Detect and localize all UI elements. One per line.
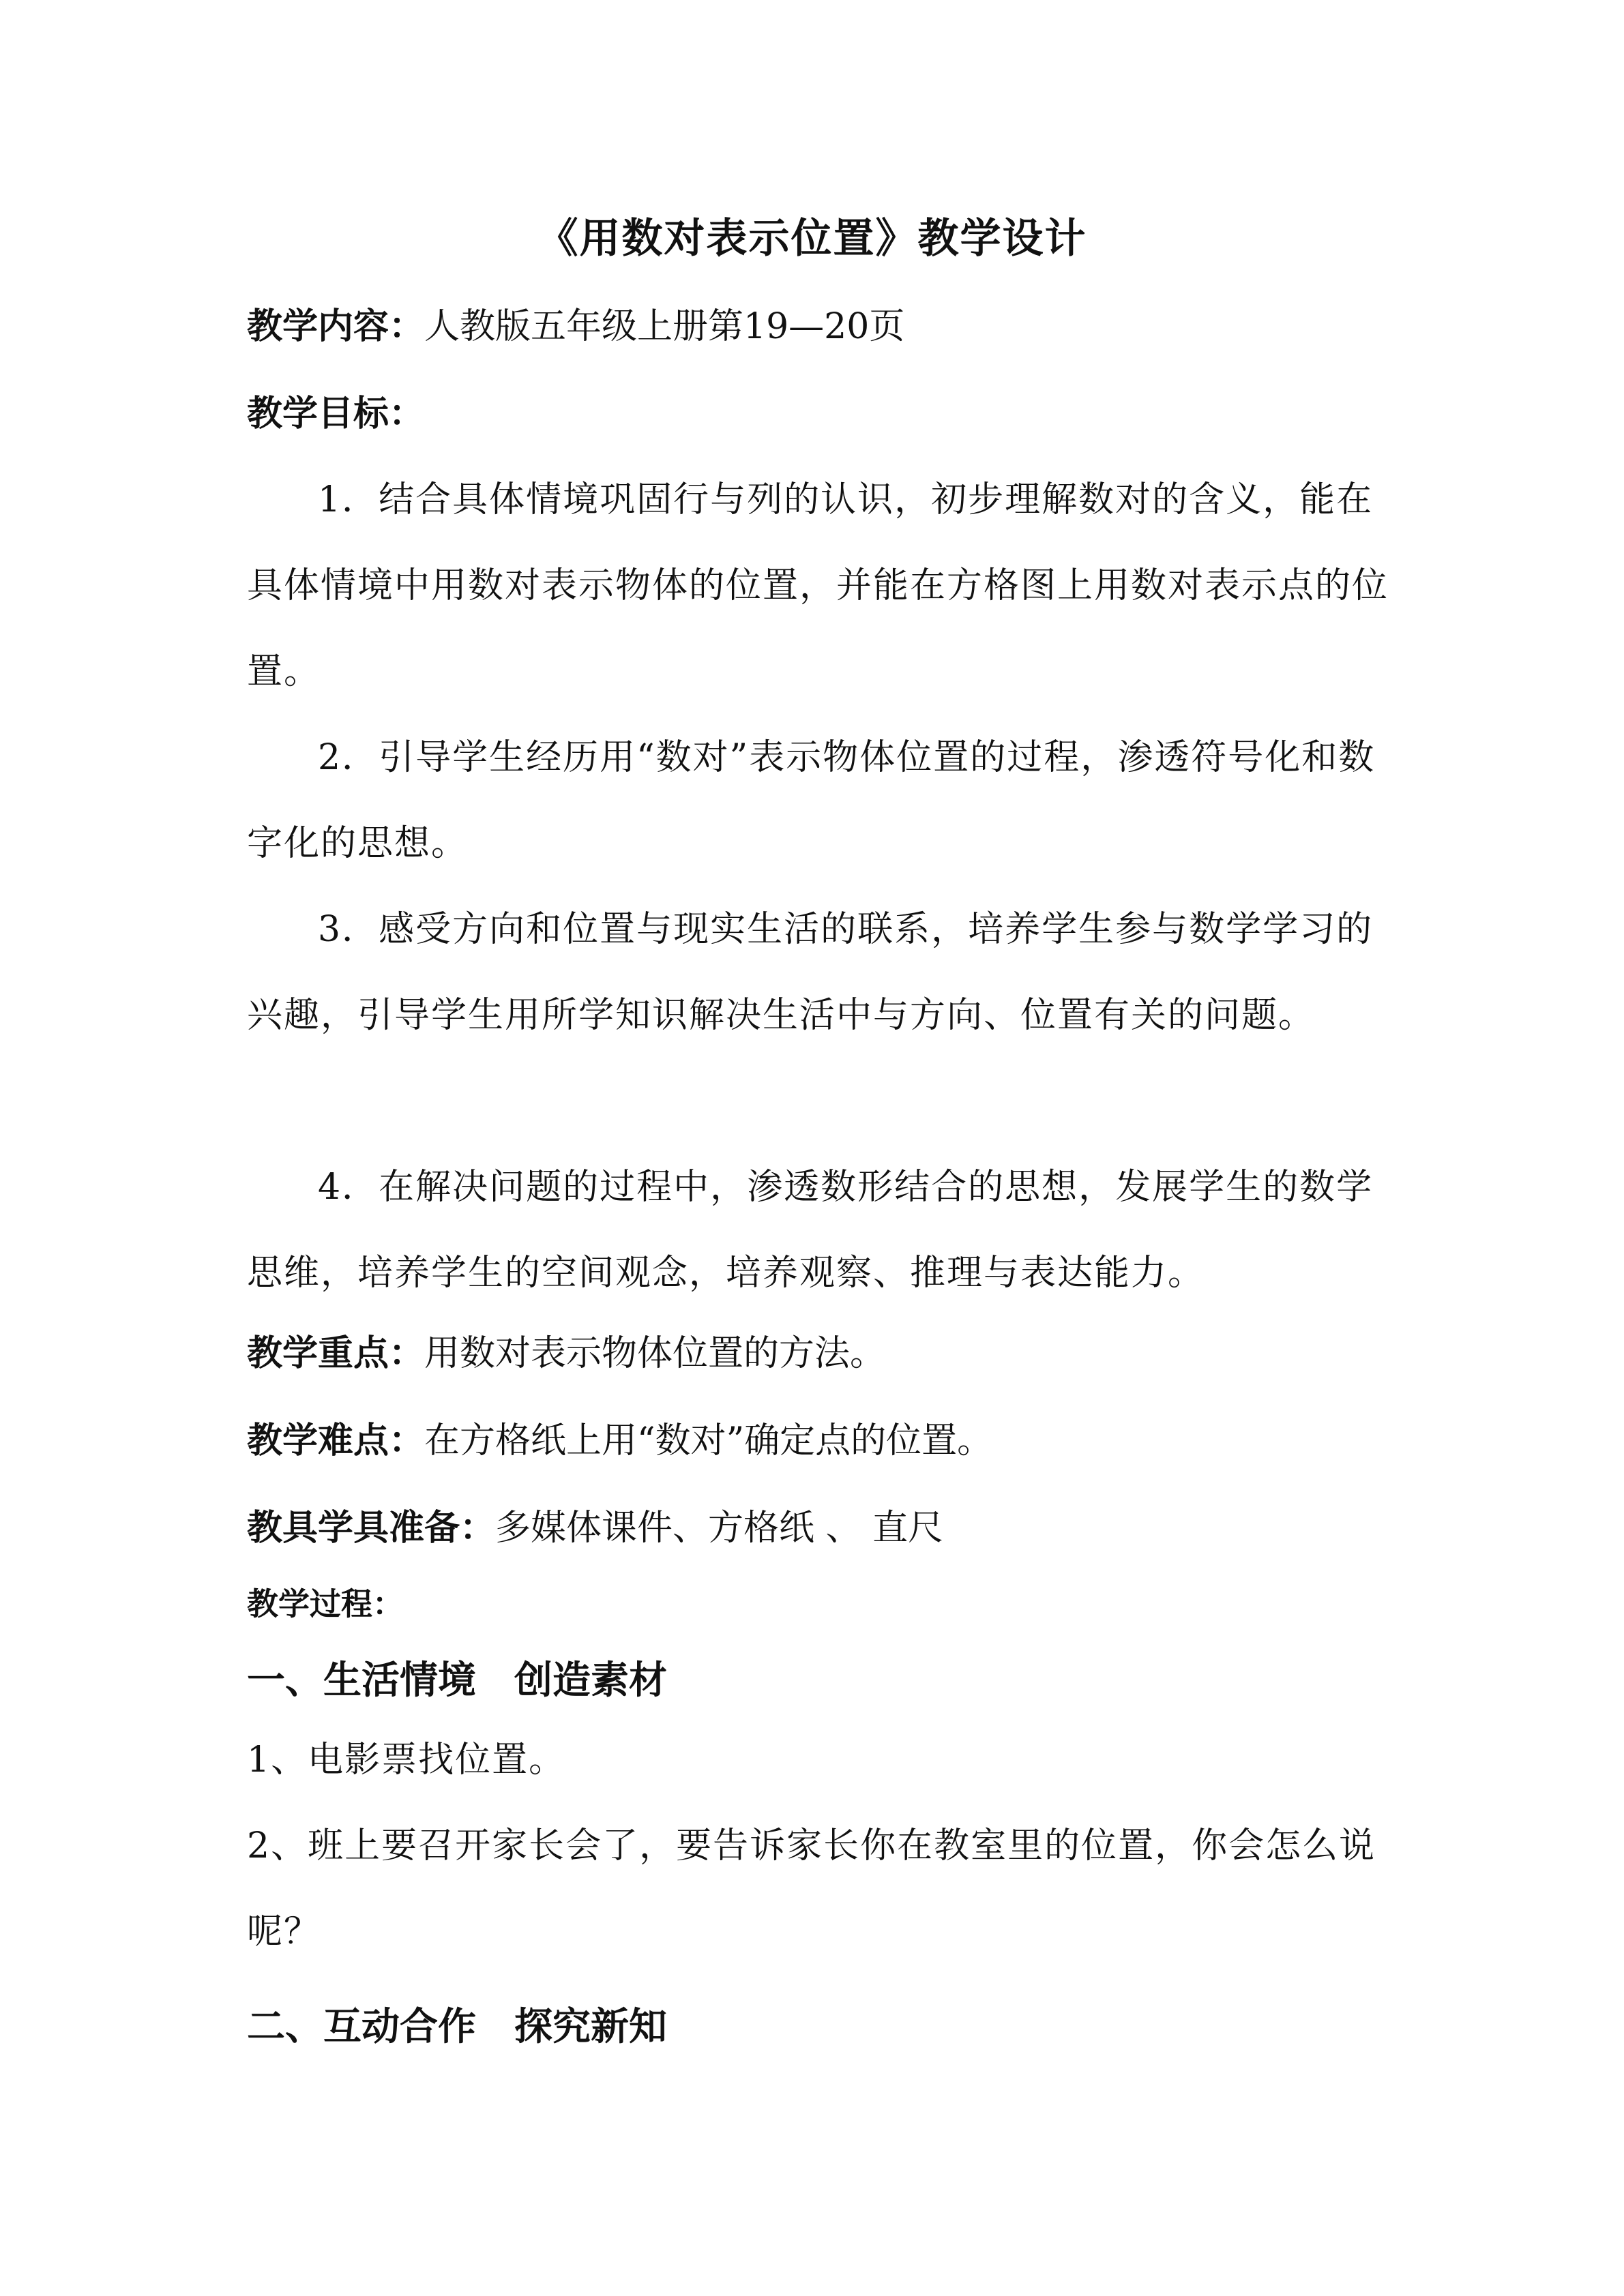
objective-3: 3．感受方向和位置与现实生活的联系，培养学生参与数学学习的兴趣，引导学生用所学知识解决生活中与方向、位置有关的问题。 xyxy=(247,909,1374,1036)
section-2-heading: 二、互动合作 探究新知 xyxy=(247,2005,667,2049)
difficulty-value: 在方格纸上用“数对”确定点的位置。 xyxy=(424,1420,993,1461)
teaching-content-value: 人教版五年级上册第19—20页 xyxy=(424,306,905,347)
objectives-label: 教学目标： xyxy=(247,393,425,434)
difficulty-line xyxy=(247,1417,1393,1465)
teaching-content-label: 教学内容： xyxy=(247,306,425,347)
section-1-heading: 一、生活情境 创造素材 xyxy=(247,1658,667,1703)
key-point-label: 教学重点： xyxy=(247,1333,425,1374)
process-label: 教学过程： xyxy=(247,1585,404,1622)
key-point-value: 用数对表示物体位置的方法。 xyxy=(424,1333,886,1374)
teaching-content-line xyxy=(247,303,1393,351)
section-1-item-1: 1、电影票找位置。 xyxy=(247,1740,566,1780)
materials-line xyxy=(247,1504,1393,1552)
document-title: 《用数对表示位置》教学设计 xyxy=(537,215,1087,263)
difficulty-label: 教学难点： xyxy=(247,1420,425,1461)
materials-label: 教具学具准备： xyxy=(247,1508,496,1549)
objective-1: 1．结合具体情境巩固行与列的认识，初步理解数对的含义，能在具体情境中用数对表示物体的位置，并能在方格图上用数对表示点的位置。 xyxy=(247,479,1389,692)
key-point-line xyxy=(247,1330,1393,1377)
section-1-item-2: 2、班上要召开家长会了，要告诉家长你在教室里的位置，你会怎么说呢？ xyxy=(247,1825,1376,1952)
objective-4: 4．在解决问题的过程中，渗透数形结合的思想，发展学生的数学思维，培养学生的空间观念，培养观察、推理与表达能力。 xyxy=(247,1167,1374,1294)
materials-value: 多媒体课件、方格纸 、 直尺 xyxy=(495,1508,944,1549)
objective-2: 2．引导学生经历用“数对”表示物体位置的过程，渗透符号化和数字化的思想。 xyxy=(247,737,1376,864)
